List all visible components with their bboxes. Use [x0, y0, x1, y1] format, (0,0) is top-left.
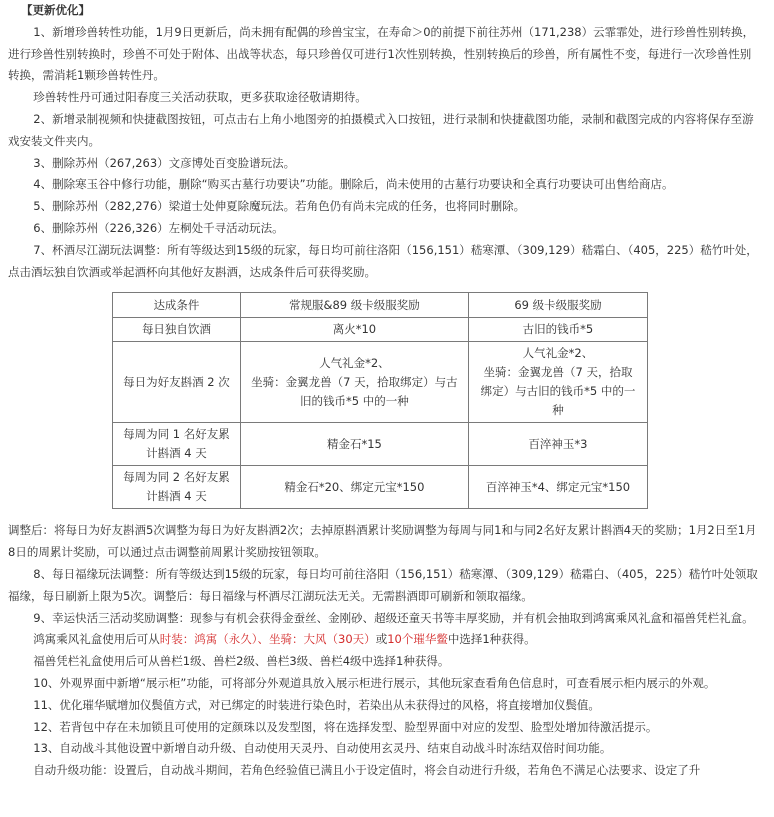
- item-3: 3、删除苏州（267,263）文彦博处百变脸谱玩法。: [33, 155, 296, 170]
- item-13: 13、自动战斗其他设置中新增自动升级、自动使用天灵丹、自动使用玄灵丹、结束自动战斗时冻结双倍时间功能。: [33, 741, 612, 756]
- text-span: 中选择1种获得。: [447, 632, 536, 647]
- item-9-beast-box: 福兽凭栏礼盒使用后可从兽栏1级、兽栏2级、兽栏3级、兽栏4级中选择1种获得。: [33, 654, 450, 669]
- table-row: [113, 423, 648, 466]
- item-12: 12、若背包中存在未加锁且可使用的定颜珠以及发型图，将在选择发型、脸型界面中对应的发型、脸型处增加待激活提示。: [33, 719, 658, 734]
- table-cell: 每日独自饮酒: [113, 318, 241, 342]
- table-cell: 人气礼金*2、 坐骑：金翼龙兽（7 天，拾取绑定）与古旧的钱币*5 中的一种: [468, 342, 647, 423]
- table-row: [113, 466, 648, 509]
- table-cell: 百淬神玉*4、绑定元宝*150: [468, 466, 647, 509]
- text-span: 鸿寓乘风礼盒使用后可从: [33, 632, 160, 647]
- item-10: 10、外观界面中新增“展示柜”功能，可将部分外观道具放入展示柜进行展示，其他玩家查看角色信息时，可查看展示柜内展示的外观。: [33, 675, 716, 690]
- item-9-gift-box: [8, 629, 758, 651]
- update-notes: [8, 0, 758, 782]
- table-row: [113, 342, 648, 423]
- table-cell: 精金石*20、绑定元宝*150: [240, 466, 468, 509]
- item-6: 6、删除苏州（226,326）左桐处千寻活动玩法。: [33, 220, 284, 235]
- reward-table: [112, 292, 648, 509]
- item-7-adjustment: 调整后：将每日为好友斟酒5次调整为每日为好友斟酒2次；去掉原斟酒累计奖励调整为每周与同1和与同2名好友累计斟酒4天的奖励；1月2日至1月8日的周累计奖励，可以通过点击调整前周累计奖励按钮领取。: [8, 523, 757, 560]
- item-7: 7、杯酒尽江湖玩法调整：所有等级达到15级的玩家，每日均可前往洛阳（156,151）嵇寒潭、（309,129）嵇霜白、（405，225）嵇竹叶处，点击酒坛独自饮酒或举起酒杯向其他好友斟酒，达成条件后可获得奖励。: [8, 242, 758, 279]
- table-header-row: [113, 293, 648, 318]
- item-11: 11、优化璀华赋增加仪鬓值方式，对已绑定的时装进行染色时，若染出从未获得过的风格，将直接增加仪鬓值。: [33, 697, 600, 712]
- table-cell: 古旧的钱币*5: [468, 318, 647, 342]
- text-span: 或: [375, 632, 388, 647]
- table-cell: 精金石*15: [240, 423, 468, 466]
- item-1: 1、新增珍兽转性功能，1月9日更新后，尚未拥有配偶的珍兽宝宝，在寿命＞0的前提下前往苏州（171,238）云霏霏处，进行珍兽性别转换，进行珍兽性别转换时，珍兽不可处于附体、出战等状态，每只珍兽仅可进行1次性别转换，性别转换后的珍兽，所有属性不变，每进行一次珍兽性别转换，需消耗1颗珍兽转性丹。: [8, 24, 755, 83]
- header-condition: 达成条件: [113, 293, 241, 318]
- table-row: [113, 318, 648, 342]
- table-cell: 每周为同 2 名好友累计斟酒 4 天: [113, 466, 241, 509]
- item-13-detail: 自动升级功能：设置后，自动战斗期间，若角色经验值已满且小于设定值时，将会自动进行升级，若角色不满足心法要求、设定了升: [33, 763, 701, 778]
- item-1-note: 珍兽转性丹可通过阳春度三关活动获取，更多获取途径敬请期待。: [33, 90, 367, 105]
- item-9: 9、幸运快活三活动奖励调整：现参与有机会获得金蚕丝、金刚砂、超级还童天书等丰厚奖励，并有机会抽取到鸿寓乘风礼盒和福兽凭栏礼盒。: [33, 610, 754, 625]
- highlight-text: 时装：鸿寓（永久）、坐骑：大风（30天）: [159, 632, 376, 647]
- header-regular-reward: 常规服&89 级卡级服奖励: [240, 293, 468, 318]
- item-2: 2、新增录制视频和快捷截图按钮，可点击右上角小地图旁的拍摄模式入口按钮，进行录制和快捷截图功能，录制和截图完成的内容将保存至游戏安装文件夹内。: [8, 111, 754, 148]
- table-cell: 每日为好友斟酒 2 次: [113, 342, 241, 423]
- table-cell: 人气礼金*2、 坐骑：金翼龙兽（7 天，拾取绑定）与古旧的钱币*5 中的一种: [240, 342, 468, 423]
- header-69-reward: 69 级卡级服奖励: [468, 293, 647, 318]
- item-8: 8、每日福缘玩法调整：所有等级达到15级的玩家，每日均可前往洛阳（156,151）嵇寒潭、（309,129）嵇霜白、（405，225）嵇竹叶处领取福缘，每日刷新上限为5次。调整后：每日福缘与杯酒尽江湖玩法无关。无需斟酒即可刷新和领取福缘。: [8, 566, 758, 603]
- item-4: 4、删除寒玉谷中修行功能，删除“购买古墓行功要诀”功能。删除后，尚未使用的古墓行功要诀和全真行功要诀可出售给商店。: [33, 177, 674, 192]
- highlight-text: 10个璀华鳖: [387, 632, 448, 647]
- table-cell: 百淬神玉*3: [468, 423, 647, 466]
- section-title: 【更新优化】: [21, 3, 90, 17]
- item-5: 5、删除苏州（282,276）梁道士处伸夏除魔玩法。若角色仍有尚未完成的任务，也将同时删除。: [33, 199, 526, 214]
- table-cell: 离火*10: [240, 318, 468, 342]
- table-cell: 每周为同 1 名好友累计斟酒 4 天: [113, 423, 241, 466]
